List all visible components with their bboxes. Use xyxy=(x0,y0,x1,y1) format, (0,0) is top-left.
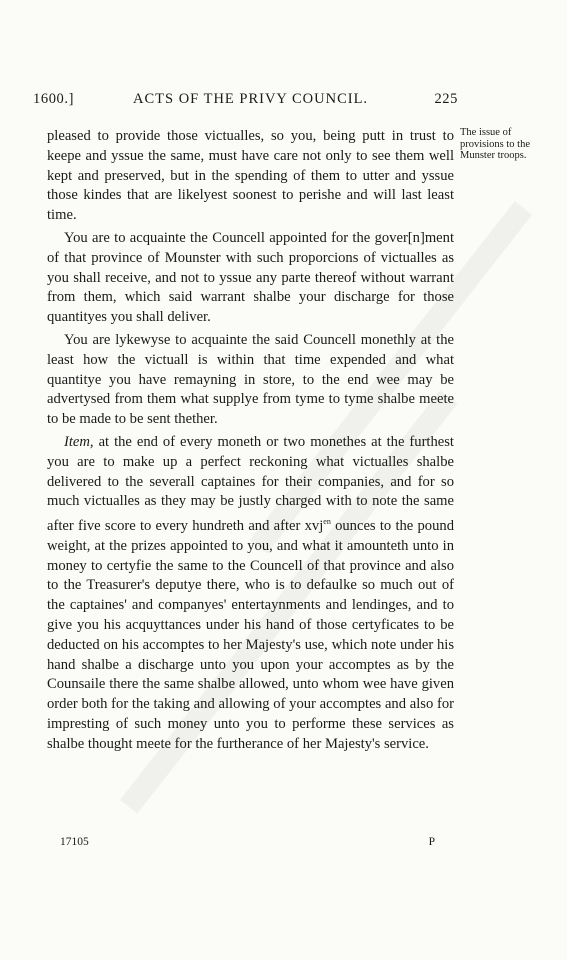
body-text xyxy=(47,127,454,755)
paragraph-1: pleased to provide those victualles, so you, being putt in trust to keepe and yssue the same, must have care not only to see them well kept and preserved, but in the spending of them to utter and yssue those kindes that are likelyest soonest to perishe and will last least time. xyxy=(47,128,454,224)
signature-mark: 17105 xyxy=(60,836,89,848)
item-text-a: at the end of every moneth or two monethes at the furthest you are to make up a perfect reckoning what victualles shalbe delivered to the severall captaines for their companies, and for so much victualles as they may be justly charged with to note the same after five score to every hundreth and after xvj xyxy=(47,433,454,534)
gathering-letter: P xyxy=(428,836,435,848)
header-year: 1600.] xyxy=(33,91,75,107)
page-number: 225 xyxy=(434,91,458,107)
header-title: ACTS OF THE PRIVY COUNCIL. xyxy=(133,91,369,107)
item-lead: Item, xyxy=(64,433,94,450)
paragraph-4 xyxy=(47,433,454,755)
paragraph-3: You are lykewyse to acquainte the said Councell monethly at the least how the victuall is within that time expended and what quantitye you have remayning in store, to the end wee may be advertysed from them what supplye from tyme to tyme shalbe meete to be made to be sent thether. xyxy=(47,331,454,428)
item-superscript: en xyxy=(323,517,331,527)
paragraph-2: You are to acquainte the Councell appointed for the gover[n]ment of that province of Mounster with such proporcions of victualles as you shall receive, and not to yssue any parte thereof without warrant from them, which said warrant shalbe your discharge for those quantityes you shall deliver. xyxy=(47,229,454,326)
margin-note: The issue of provisions to the Munster troops. xyxy=(460,127,530,161)
item-text-b: ounces to the pound weight, at the prizes appointed to you, and what it amounteth unto in money to certyfie the same to the Councell of that province and also to the Treasurer's deputye there, who is to defaulke so much out of the captaines' and companyes' entertaynments and lendinges, and to give you his acquyttances under his hand of those certyficates to be deducted on his accomptes to her Majesty's use, which note under his hand shalbe a discharge unto you upon your accomptes as by the Counsaile there the same shalbe allowed, unto whom wee have given order both for the taking and allowing of your accomptes and also for impresting of such money unto you to performe these services as shalbe thought meete for the furtherance of her Majesty's service. xyxy=(47,518,454,752)
